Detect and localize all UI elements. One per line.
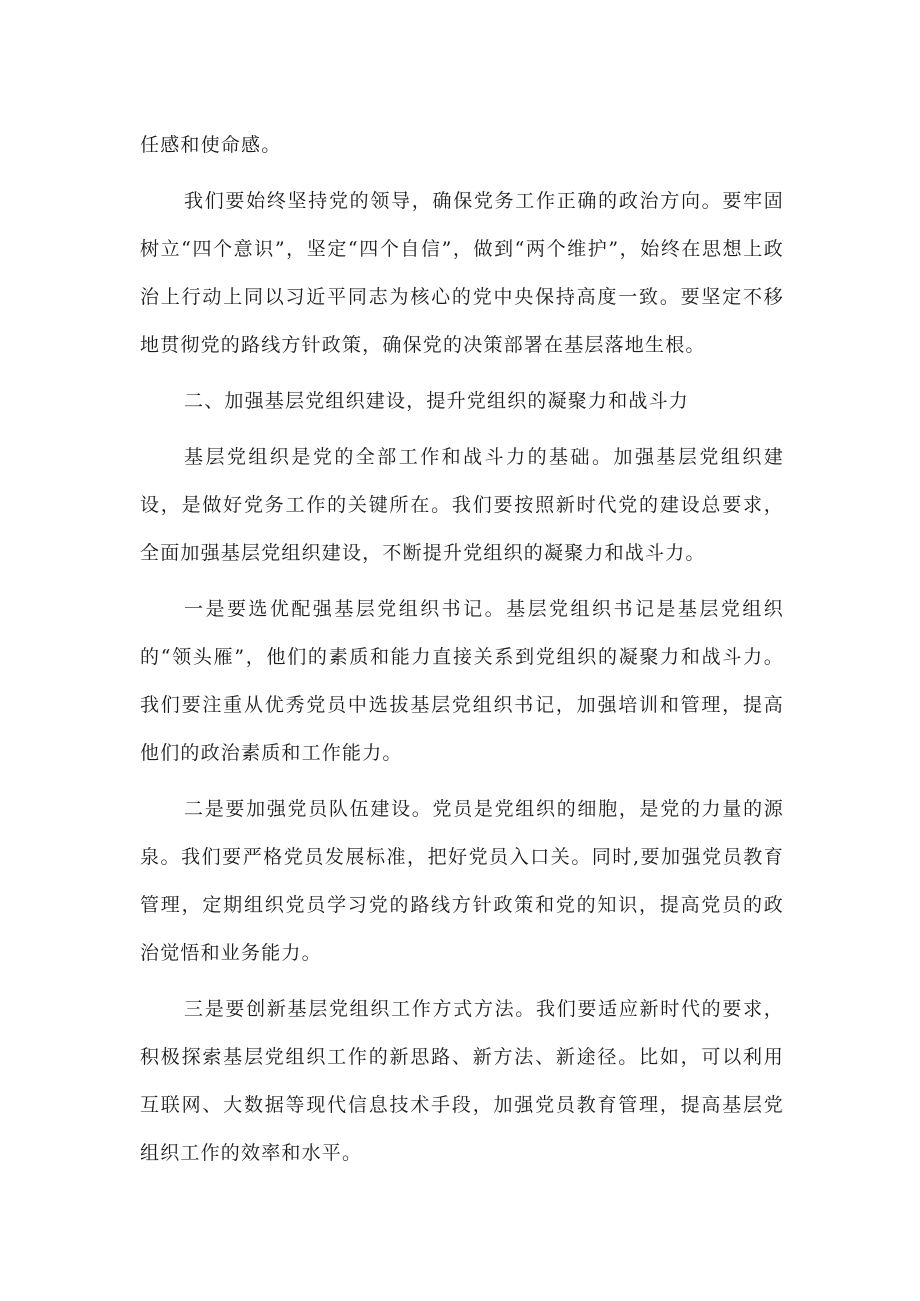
paragraph-continuation: 任感和使命感。 (140, 134, 282, 156)
document-body (140, 121, 784, 1177)
paragraph-point-three: 三是要创新基层党组织工作方式方法。我们要适应新时代的要求，积极探索基层党组织工作的新思路、新方法、新途径。比如，可以利用互联网、大数据等现代信息技术手段，加强党员教育管理，提高基层党组织工作的效率和水平。 (140, 998, 784, 1164)
paragraph-grassroots-foundation: 基层党组织是党的全部工作和战斗力的基础。加强基层党组织建设，是做好党务工作的关键所在。我们要按照新时代党的建设总要求，全面加强基层党组织建设，不断提升党组织的凝聚力和战斗力。 (140, 446, 784, 564)
paragraph-point-two: 二是要加强党员队伍建设。党员是党组织的细胞，是党的力量的源泉。我们要严格党员发展标准，把好党员入口关。同时,要加强党员教育管理，定期组织党员学习党的路线方针政策和党的知识，提高党员的政治觉悟和业务能力。 (140, 798, 784, 964)
section-heading-two: 二、加强基层党组织建设，提升党组织的凝聚力和战斗力 (184, 390, 690, 412)
paragraph-point-one: 一是要选优配强基层党组织书记。基层党组织书记是基层党组织的“领头雁”，他们的素质和能力直接关系到党组织的凝聚力和战斗力。我们要注重从优秀党员中选拔基层党组织书记，加强培训和管理，提高他们的政治素质和工作能力。 (140, 598, 784, 764)
paragraph-party-leadership: 我们要始终坚持党的领导，确保党务工作正确的政治方向。要牢固树立“四个意识”，坚定“四个自信”，做到“两个维护”，始终在思想上政治上行动上同以习近平同志为核心的党中央保持高度一致。要坚定不移地贯彻党的路线方针政策，确保党的决策部署在基层落地生根。 (140, 190, 784, 356)
